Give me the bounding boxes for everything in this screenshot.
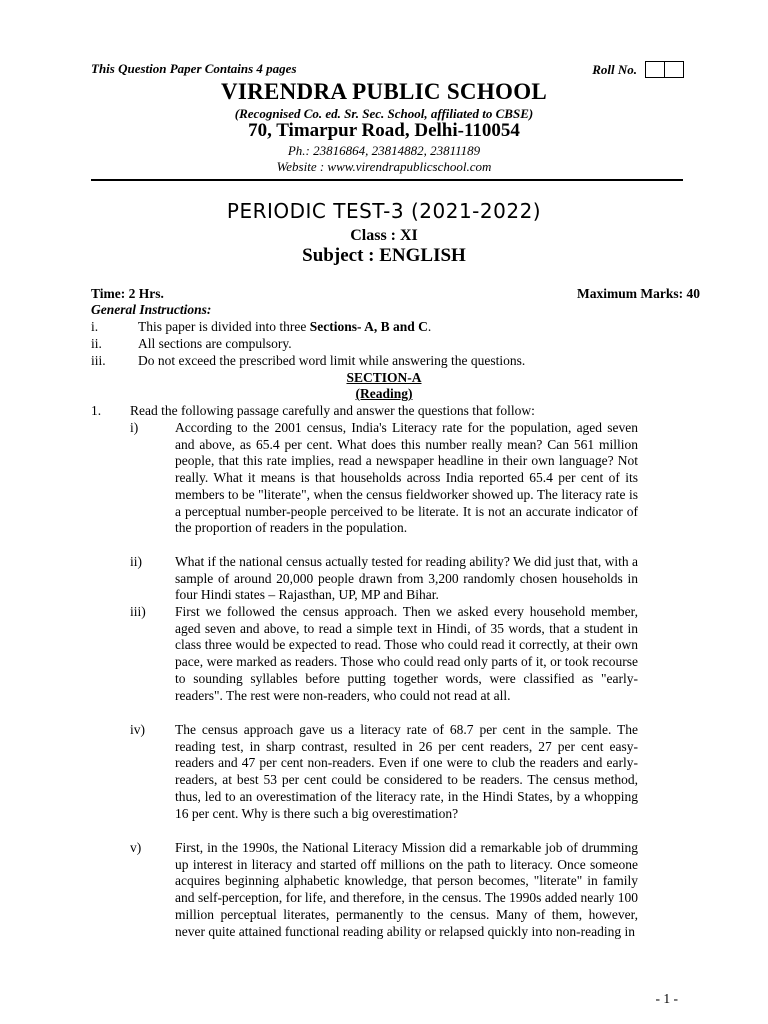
paragraph-number: iii) xyxy=(130,604,146,619)
passage-paragraph xyxy=(130,722,638,822)
roll-box xyxy=(664,62,683,77)
paragraph-number: ii) xyxy=(130,554,142,569)
class-label: Class : XI xyxy=(350,227,418,244)
subject-label: Subject : ENGLISH xyxy=(302,245,466,266)
instruction-text-end: . xyxy=(427,319,432,334)
instruction-text: All sections are compulsory. xyxy=(138,336,292,351)
maximum-marks: Maximum Marks: 40 xyxy=(577,286,700,301)
paragraph-text: According to the 2001 census, India's Literacy rate for the population, aged seven and above, as 65.4 per cent. What does this number really mean? Can 561 million people, that this rate implies, read a newspaper headline in their own language? Not really. What it means is that households across India reported 65.4 per cent of its members to be "literate", when the census fieldworker showed up. The literacy rate is a perceptual number-people perceived to be literate. It is not an accurate indicator of the proportion of readers in the population. xyxy=(175,420,638,536)
question-number: 1. xyxy=(91,403,102,418)
question-1 xyxy=(91,403,535,419)
paragraph-number: v) xyxy=(130,840,142,855)
paragraph-text: First we followed the census approach. Then we asked every household member, aged seven and above, to read a simple text in Hindi, of 35 words, that a student in class three would be expected to read. Those who could read it correctly, at their own pace, were marked as readers. Those who could read only parts of it, or took recourse to sounding syllables before putting together words, were classified as "early-readers". The rest were non-readers, who could not read at all. xyxy=(175,604,638,703)
roll-number-boxes xyxy=(645,61,684,78)
pages-note: This Question Paper Contains 4 pages xyxy=(91,61,297,76)
instruction-number: i. xyxy=(91,319,99,334)
time-allowed: Time: 2 Hrs. xyxy=(91,286,164,301)
instruction-item xyxy=(91,353,525,369)
roll-label: Roll No. xyxy=(592,61,637,77)
header-divider xyxy=(91,179,683,181)
website: Website : www.virendrapublicschool.com xyxy=(276,159,492,174)
recognition-note: (Recognised Co. ed. Sr. Sec. School, affiliated to CBSE) xyxy=(234,106,534,121)
top-line xyxy=(91,61,684,79)
phone-numbers: Ph.: 23816864, 23814882, 23811189 xyxy=(287,143,481,158)
paragraph-number: iv) xyxy=(130,722,145,737)
passage-paragraph xyxy=(130,420,638,537)
passage-paragraph xyxy=(130,840,638,940)
instruction-text: This paper is divided into three xyxy=(138,319,310,334)
paragraph-text: What if the national census actually tested for reading ability? We did just that, with a sample of around 20,000 people drawn from 3,200 randomly chosen households in four Hindi states – Rajasthan, UP, MP and Bihar. xyxy=(175,554,638,603)
paragraph-number: i) xyxy=(130,420,139,435)
instructions-heading: General Instructions: xyxy=(91,302,212,317)
instruction-item xyxy=(91,319,431,335)
instruction-text: Do not exceed the prescribed word limit while answering the questions. xyxy=(138,353,526,368)
instruction-bold-text: Sections- A, B and C xyxy=(309,319,428,334)
instruction-item xyxy=(91,336,292,352)
instruction-number: iii. xyxy=(91,353,106,368)
passage-paragraph xyxy=(130,554,638,604)
section-heading: SECTION-A xyxy=(346,370,422,385)
roll-number xyxy=(592,61,684,78)
exam-title: PERIODIC TEST-3 (2021-2022) xyxy=(226,199,542,223)
passage-paragraph xyxy=(130,604,638,704)
section-subheading: (Reading) xyxy=(355,386,413,401)
paragraph-text: The census approach gave us a literacy rate of 68.7 per cent in the sample. The reading test, in sharp contrast, resulted in 26 per cent readers, 27 per cent easy-readers and 47 per cent non-readers. Even if one were to club the readers and early-readers, at best 53 per cent could be considered to be readers. The census method, thus, led to an overestimation of the literacy rate, in the Hindi States, by a whopping 16 per cent. Why is there such a big overestimation? xyxy=(175,722,638,821)
question-text: Read the following passage carefully and answer the questions that follow: xyxy=(130,403,535,418)
instruction-number: ii. xyxy=(91,336,102,351)
paragraph-text: First, in the 1990s, the National Literacy Mission did a remarkable job of drumming up interest in literacy and started off millions on the path to literacy. Once someone acquires beginning alphabetic knowledge, that person becomes, "literate" in family and self-perception, for life, and therefore, in the census. The 1990s added nearly 100 million perceptual literates, permanently to the census. Many of them, however, never quite attained functional reading ability or relapsed quickly into non-reading in xyxy=(175,840,638,939)
school-name: VIRENDRA PUBLIC SCHOOL xyxy=(220,79,548,104)
school-address: 70, Timarpur Road, Delhi-110054 xyxy=(248,120,520,141)
roll-box xyxy=(646,62,664,77)
page-number: - 1 - xyxy=(655,991,678,1006)
